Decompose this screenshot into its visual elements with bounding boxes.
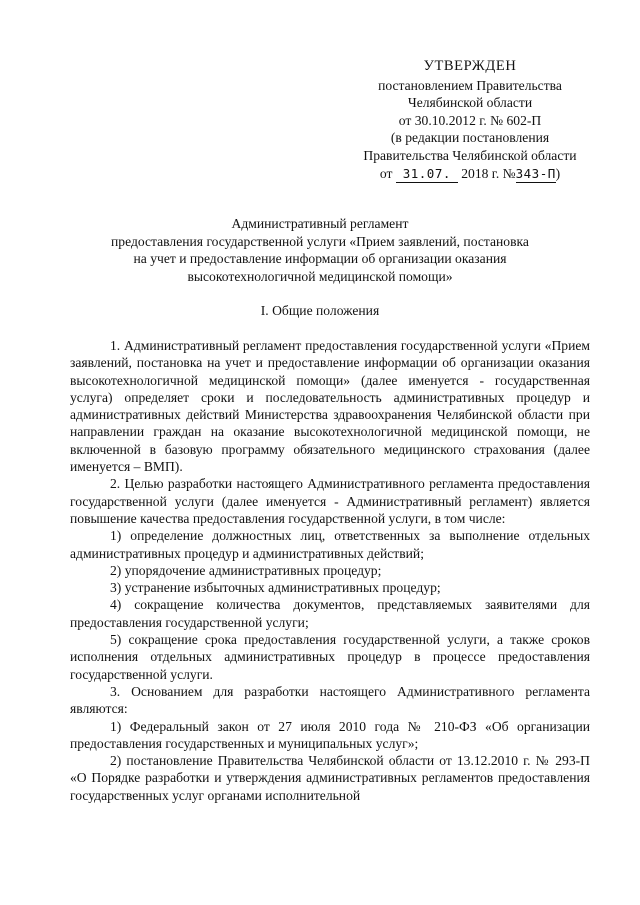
list-item: 5) сокращение срока предоставления государственной услуги, а также сроков исполнения отдельных административных процедур в процессе предоставления государственной услуги. — [70, 632, 590, 682]
approval-line: постановлением Правительства — [378, 77, 562, 93]
list-item: 2) упорядочение административных процедур; — [110, 562, 382, 578]
list-item: 1) Федеральный закон от 27 июля 2010 года № 210-ФЗ «Об организации предоставления государственных и муниципальных услуг»; — [70, 718, 590, 751]
handwritten-date: 31.07. — [402, 165, 451, 181]
title-line: предоставления государственной услуги «Прием заявлений, постановка — [111, 233, 529, 249]
approval-line: Правительства Челябинской области — [363, 147, 577, 163]
list-item: 2) постановление Правительства Челябинской области от 13.12.2010 г. № 293-П «О Порядке разработки и утверждения административных регламентов предоставления государственных услуг органами исполнительной — [70, 753, 590, 803]
list-item: 1) определение должностных лиц, ответственных за выполнение отдельных административных процедур и административных действий; — [70, 528, 590, 561]
paragraph: 2. Целью разработки настоящего Административного регламента предоставления государственной услуги (далее именуется - Административный регламент) является повышение качества предоставления государственной услуги, в том числе: — [70, 476, 590, 526]
approval-date-line — [340, 165, 600, 184]
handwritten-date-field — [396, 165, 458, 184]
date-prefix: от — [379, 165, 393, 181]
paragraph: 3. Основанием для разработки настоящего Административного регламента являются: — [70, 683, 590, 717]
document-title — [60, 215, 580, 285]
date-close: ) — [555, 165, 561, 181]
approval-stamp — [340, 58, 600, 183]
list-item: 4) сокращение количества документов, представляемых заявителями для предоставления государственной услуги; — [70, 597, 590, 630]
approval-heading: УТВЕРЖДЕН — [423, 58, 517, 74]
handwritten-number: 343-П — [515, 165, 556, 181]
section-heading: I. Общие положения — [260, 303, 380, 318]
document-body — [70, 337, 590, 804]
list-item: 3) устранение избыточных административных процедур; — [110, 580, 441, 596]
title-line: Административный регламент — [231, 216, 409, 231]
title-line: на учет и предоставление информации об организации оказания — [133, 251, 507, 267]
date-year: 2018 г. № — [461, 165, 516, 181]
approval-line: Челябинской области — [407, 95, 533, 111]
handwritten-number-field — [516, 165, 556, 184]
approval-line: от 30.10.2012 г. № 602-П — [398, 112, 542, 128]
title-line: высокотехнологичной медицинской помощи» — [187, 268, 453, 284]
approval-line: (в редакции постановления — [390, 130, 550, 146]
paragraph: 1. Административный регламент предоставления государственной услуги «Прием заявлений, постановка на учет и предоставление информации об организации оказания высокотехнологичной медицинской помощи» (далее именуется - государственная услуга) определяет сроки и последовательность административных процедур и административных действий Министерства здравоохранения Челябинской области при направлении граждан на оказание высокотехнологичной медицинской помощи, не включенной в базовую программу обязательного медицинского страхования (далее именуется – ВМП). — [70, 338, 590, 475]
